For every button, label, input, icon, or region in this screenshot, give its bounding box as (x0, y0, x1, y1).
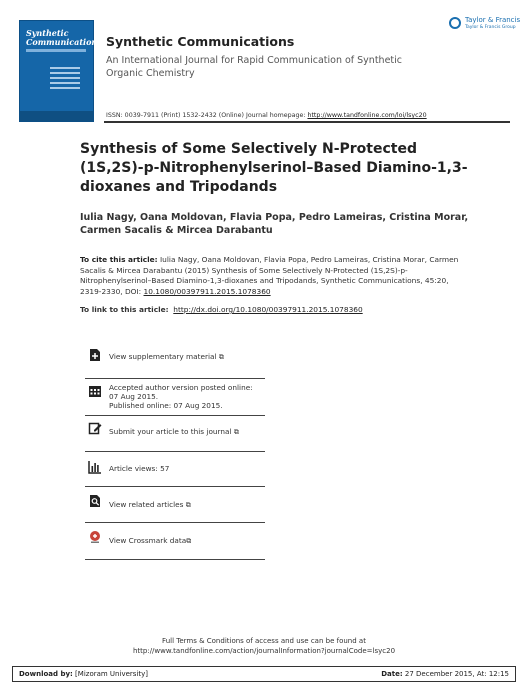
issn-line (106, 112, 427, 119)
terms-text: Full Terms & Conditions of access and use can be found at (162, 637, 366, 645)
journal-description: An International Journal for Rapid Communication of Synthetic Organic Chemistry (106, 55, 403, 79)
crossmark-icon (88, 530, 102, 544)
search-document-icon (88, 494, 102, 508)
download-info-bar (12, 666, 516, 682)
download-by (19, 670, 148, 678)
cover-title: Synthetic Communications (26, 28, 102, 47)
journal-homepage-link[interactable]: http://www.tandfonline.com/loi/lsyc20 (307, 112, 427, 119)
journal-header (19, 16, 521, 120)
terms-link[interactable]: http://www.tandfonline.com/action/journalInformation?journalCode=lsyc20 (132, 647, 396, 655)
cover-decoration (26, 49, 86, 52)
article-views-item (85, 452, 265, 487)
cover-decoration (50, 67, 80, 92)
download-date (381, 670, 509, 678)
citation-label: To cite this article: (80, 255, 158, 264)
citation-doi-link[interactable]: 10.1080/00397911.2015.1078360 (143, 286, 271, 296)
download-value: [Mizoram University] (72, 670, 148, 678)
download-label: Download by: (19, 670, 73, 678)
plus-document-icon (88, 348, 102, 362)
article-views-text: Article views: 57 (109, 464, 170, 473)
citation-block (80, 255, 460, 297)
submit-article-item[interactable] (85, 416, 265, 452)
published-date-text: Published online: 07 Aug 2015. (109, 401, 223, 410)
external-link-icon: ⧉ (186, 537, 192, 545)
external-link-icon: ⧉ (185, 501, 191, 509)
article-title: Synthesis of Some Selectively N-Protected (1S,2S)-p-Nitrophenylserinol–Based Diamino-1,3-dioxanes and Tripodands (80, 141, 468, 195)
journal-cover-image[interactable] (19, 20, 102, 122)
date-value: 27 December 2015, At: 12:15 (402, 670, 509, 678)
publisher-tagline: Taylor & Francis Group (465, 25, 516, 30)
external-link-icon: ⧉ (218, 353, 224, 361)
article-doi-link[interactable]: http://dx.doi.org/10.1080/00397911.2015.1078360 (173, 305, 363, 314)
date-label: Date: (381, 670, 403, 678)
supplementary-label[interactable]: View supplementary material (109, 352, 217, 361)
crossmark-label[interactable]: View Crossmark data (109, 536, 187, 545)
link-label: To link to this article: (80, 305, 169, 314)
issn-text: ISSN: 0039-7911 (Print) 1532-2432 (Online) Journal homepage: (106, 112, 308, 119)
submit-article-label[interactable]: Submit your article to this journal (109, 427, 232, 436)
publisher-logo[interactable] (449, 16, 519, 38)
external-link-icon: ⧉ (233, 428, 239, 436)
accepted-date-text: Accepted author version posted online: 07 Aug 2015. (109, 383, 253, 401)
header-divider (104, 121, 510, 123)
crossmark-item[interactable] (85, 523, 265, 560)
article-actions-list (85, 342, 265, 560)
related-articles-item[interactable] (85, 487, 265, 523)
journal-name: Synthetic Communications (106, 34, 295, 49)
article-authors: Iulia Nagy, Oana Moldovan, Flavia Popa, Pedro Lameiras, Cristina Morar, Carmen Sacalis & Mircea Darabantu (80, 212, 469, 236)
article-link-line (80, 305, 480, 314)
publisher-name: Taylor & Francis (465, 16, 521, 24)
citation-text: Iulia Nagy, Oana Moldovan, Flavia Popa, Pedro Lameiras, Cristina Morar, Carmen Sacalis & Mircea Darabantu (2015) Synthesis of Some Selectively N-Protected (1S,2S)-p-Nitrophenylserinol–Based Diamino-1,3-dioxanes and Tripodands, Synthetic Communications, 45:20, 2319-2330, DOI: (80, 255, 459, 296)
cover-footer-band (20, 111, 93, 121)
publisher-logo-icon (449, 17, 461, 29)
terms-notice (0, 636, 528, 656)
publication-dates-item (85, 379, 265, 416)
bar-chart-icon (88, 460, 102, 474)
calendar-icon (88, 384, 102, 398)
supplementary-material-item[interactable] (85, 342, 265, 379)
related-articles-label[interactable]: View related articles (109, 500, 184, 509)
edit-icon (88, 421, 102, 435)
